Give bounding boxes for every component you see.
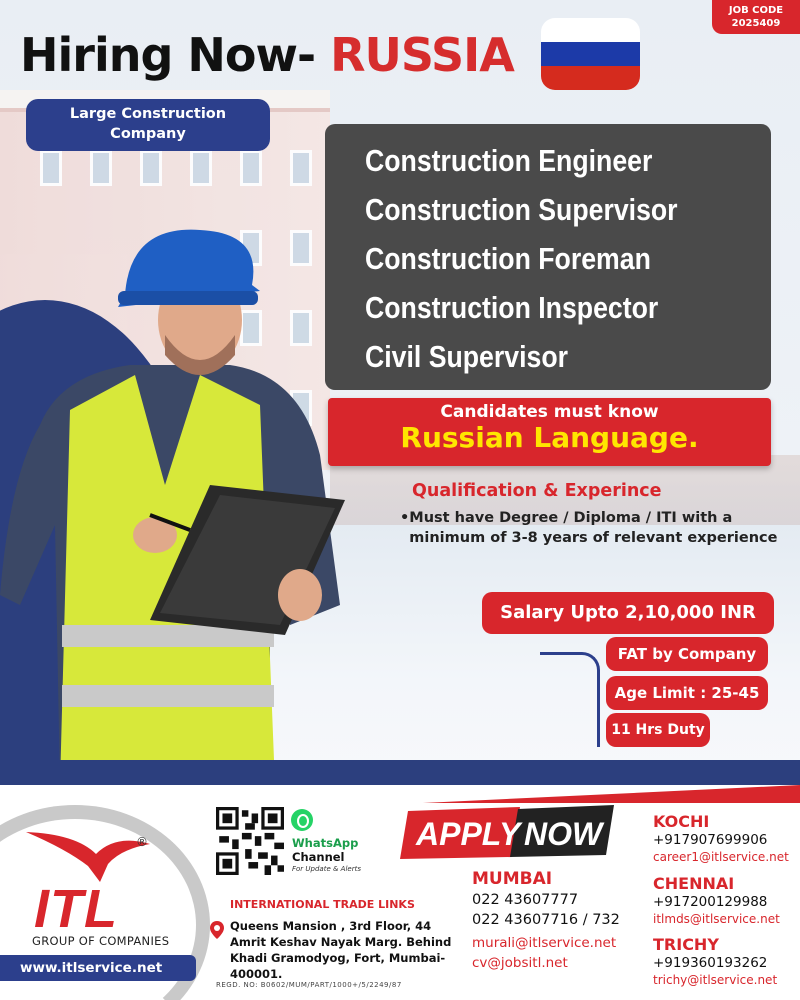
logo-subtitle: GROUP OF COMPANIES (32, 934, 170, 948)
apply-word: APPLY (416, 816, 521, 852)
office-address: Queens Mansion , 3rd Floor, 44 Amrit Keshav Nayak Marg. Behind Khadi Gramodyog, Fort, Mumbai- 400001. (230, 919, 452, 981)
now-word: NOW (524, 816, 603, 852)
office-city-kochi: KOCHI (653, 812, 710, 831)
language-line1: Candidates must know (440, 402, 659, 422)
itl-logo-text: ITL (34, 879, 118, 939)
mumbai-office-title: MUMBAI (472, 869, 553, 889)
whatsapp-channel: Channel (292, 850, 345, 864)
whatsapp-subtitle: For Update & Alerts (292, 865, 361, 873)
headline-prefix: Hiring Now- (20, 28, 331, 82)
job-role-item: Civil Supervisor (365, 339, 568, 374)
registered-mark: ® (136, 835, 148, 849)
qualification-item-text: Must have Degree / Diploma / ITI with a minimum of 3-8 years of relevant experience (409, 510, 778, 546)
job-code-badge (712, 0, 800, 34)
office-phone-kochi[interactable]: +917907699906 (653, 832, 768, 848)
mumbai-phone-1[interactable]: 022 43607777 (472, 892, 579, 908)
office-city-chennai: CHENNAI (653, 874, 735, 893)
job-code-label: JOB CODE (728, 5, 784, 16)
qr-code-icon[interactable] (216, 807, 284, 875)
headline-country: RUSSIA (330, 28, 514, 82)
age-limit-badge: Age Limit : 25-45 (606, 676, 768, 710)
duty-hours-badge: 11 Hrs Duty (606, 713, 710, 747)
mumbai-phone-2[interactable]: 022 43607716 / 732 (472, 912, 620, 928)
salary-badge: Salary Upto 2,10,000 INR (482, 592, 774, 634)
whatsapp-title: WhatsApp (292, 836, 359, 850)
office-phone-chennai[interactable]: +917200129988 (653, 894, 768, 910)
job-role-item: Construction Foreman (365, 241, 651, 276)
language-line2: Russian Language. (400, 421, 699, 454)
job-role-item: Construction Inspector (365, 290, 659, 325)
fat-badge: FAT by Company (606, 637, 768, 671)
bullet-icon: • (400, 510, 410, 526)
office-phone-trichy[interactable]: +919360193262 (653, 955, 768, 971)
job-roles-panel (325, 124, 771, 390)
company-type-line1: Large Construction (69, 106, 227, 122)
website-link[interactable]: www.itlservice.net (0, 955, 196, 981)
office-email-chennai[interactable]: itlmds@itlservice.net (653, 912, 780, 926)
location-pin-icon (210, 921, 224, 939)
qualification-item (400, 508, 790, 548)
construction-worker-image (0, 225, 350, 785)
registration-number: REGD. NO: B0602/MUM/PART/1000+/5/2249/87 (216, 981, 402, 989)
connector-line-decoration (540, 652, 600, 747)
apply-now-banner[interactable] (400, 805, 620, 861)
russia-flag-icon (541, 18, 640, 90)
mumbai-email-2[interactable]: cv@jobsitl.net (472, 955, 568, 971)
language-requirement-banner (328, 398, 771, 466)
headline (20, 28, 514, 82)
company-type-badge (26, 99, 270, 151)
company-name: INTERNATIONAL TRADE LINKS (230, 898, 415, 911)
whatsapp-icon[interactable] (291, 809, 313, 831)
eagle-logo-icon (26, 824, 150, 882)
company-type-line2: Company (110, 126, 186, 142)
qualification-title: Qualification & Experince (412, 481, 662, 501)
office-email-trichy[interactable]: trichy@itlservice.net (653, 973, 778, 987)
qualification-list (400, 508, 790, 548)
job-role-item: Construction Supervisor (365, 192, 678, 227)
navy-bottom-band (0, 760, 800, 785)
job-code-value: 2025409 (731, 18, 781, 29)
job-role-item: Construction Engineer (365, 143, 653, 178)
office-city-trichy: TRICHY (653, 935, 719, 954)
office-email-kochi[interactable]: career1@itlservice.net (653, 850, 789, 864)
mumbai-email-1[interactable]: murali@itlservice.net (472, 935, 617, 951)
